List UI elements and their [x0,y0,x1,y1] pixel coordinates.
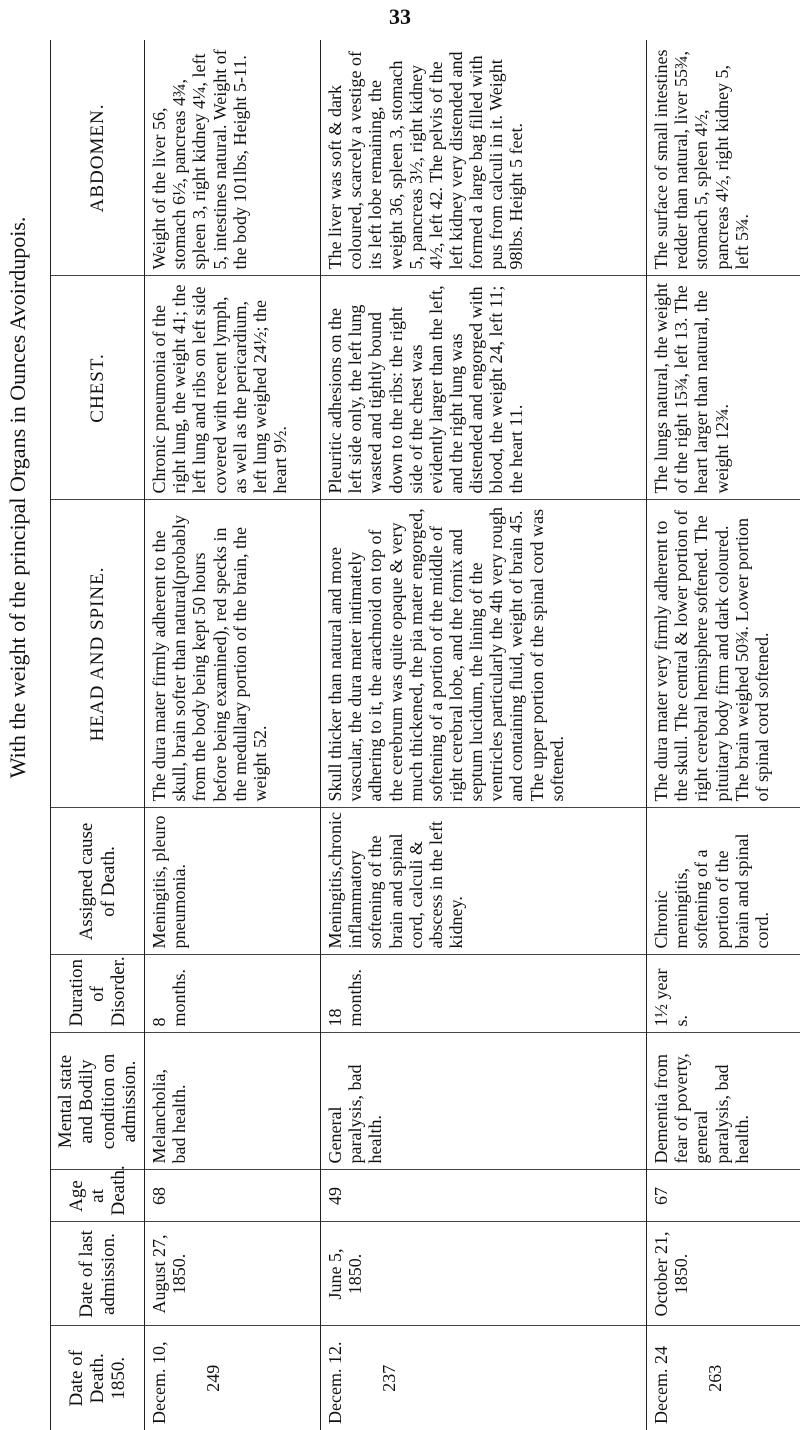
table-row [647,40,800,1430]
header-assigned-cause: Assigned cause of Death. [51,808,145,955]
abdomen-cell: Weight of the liver 56, stomach 6½, pancreas 4¾, spleen 3, right kidney 4¼, left 5, intestines natural. Weight of the body 101lbs, Height 5-11. [145,40,321,276]
abdomen-cell: The surface of small intestines redder than natural, liver 55¾, stomach 5, spleen 4½, pancreas 4½, right kidney 5, left 5¾. [647,40,800,276]
case-number: 249 [203,1364,224,1392]
age-cell: 67 [647,1170,800,1222]
cause-cell: Meningitis, pleuro pneumonia. [145,808,321,955]
chest-cell: Pleuritic adhesions on the left side only, the left lung wasted and tightly bound down to the ribs: the right side of the chest was evidently larger than the left, and the right lung was distended and engorged with blood, the weight 24, left 11; the heart 11. [321,276,647,500]
caption-row [0,40,51,1430]
mental-state-cell: General paralysis, bad health. [321,1033,647,1170]
header-head-spine: HEAD AND SPINE. [51,500,145,808]
head-spine-cell: The dura mater firmly adherent to the skull, brain softer than natural(probably from the body being kept 50 hours before being examined), red specks in the medullary portion of the brain, the weight 52. [145,500,321,808]
last-admission-cell: October 21, 1850. [647,1222,800,1326]
mental-state-cell: Melancholia, bad health. [145,1033,321,1170]
duration-cell: 18 months. [321,955,647,1033]
age-cell: 68 [145,1170,321,1222]
autopsy-table [0,40,800,1430]
duration-cell: 1½ year s. [647,955,800,1033]
cause-cell: Chronic meningitis, softening of a portion of the brain and spinal cord. [647,808,800,955]
table-row [321,40,647,1430]
date-of-death: Decem. 12. [325,1341,346,1424]
case-number: 263 [705,1364,726,1392]
last-admission-cell: June 5, 1850. [321,1222,647,1326]
table-caption: With the weight of the principal Organs in Ounces Avoirdupois. [0,40,51,955]
chest-cell: The lungs natural, the weight of the right 15¾, left 13. The heart larger than natural, the weight 12¾. [647,276,800,500]
page-number: 33 [389,4,411,29]
date-of-death-cell [145,1326,321,1430]
table-row [145,40,321,1430]
header-row [51,40,145,1430]
rotated-table-sheet [0,40,800,1430]
date-of-death: Decem. 10, [149,1341,170,1424]
age-cell: 49 [321,1170,647,1222]
case-number: 237 [379,1364,400,1392]
header-abdomen: ABDOMEN. [51,40,145,276]
duration-cell: 8 months. [145,955,321,1033]
chest-cell: Chronic pneumonia of the right lung, the weight 41; the left lung and ribs on left side covered with recent lymph, as well as the pericardium, left lung weighed 24½; the heart 9½. [145,276,321,500]
last-admission-cell: August 27, 1850. [145,1222,321,1326]
date-of-death-cell [647,1326,800,1430]
date-of-death-cell [321,1326,647,1430]
date-of-death: Decem. 24 [651,1346,672,1424]
header-chest: CHEST. [51,276,145,500]
header-date-of-death: Date of Death. 1850. [51,1326,145,1430]
header-duration: Duration of Disorder. [51,955,145,1033]
autopsy-table-region [0,40,800,1430]
cause-cell: Meningitis,chronic inflammatory softening of the brain and spinal cord, calculi & abscess in the left kidney. [321,808,647,955]
header-mental-bodily: Mental state and Bodily condition on admission. [51,1033,145,1170]
header-date-last-admission: Date of last admission. [51,1222,145,1326]
mental-state-cell: Dementia from fear of poverty, general paralysis, bad health. [647,1033,800,1170]
abdomen-cell: The liver was soft & dark coloured, scarcely a vestige of its left lobe remaining, the weight 36, spleen 3, stomach 5, pancreas 3½, right kidney 4½, left 42. The pelvis of the left kidney very distended and formed a large bag filled with pus from calculi in it. Weight 98lbs. Height 5 feet. [321,40,647,276]
head-spine-cell: Skull thicker than natural and more vascular, the dura mater intimately adhering to it, the arachnoid on top of the cerebrum was quite opaque & very much thickened, the pia mater engorged, softening of a portion of the middle of right cerebral lobe, and the fornix and septum lucidum, the lining of the ventricles particularly the 4th very rough and containing fluid, weight of brain 45. The upper portion of the spinal cord was softened. [321,500,647,808]
header-age-at-death: Age at Death. [51,1170,145,1222]
head-spine-cell: The dura mater very firmly adherent to the skull. The central & lower portion of right cerebral hemisphere softened. The pituitary body firm and dark coloured. The brain weighed 50¾. Lower portion of spinal cord softened. [647,500,800,808]
